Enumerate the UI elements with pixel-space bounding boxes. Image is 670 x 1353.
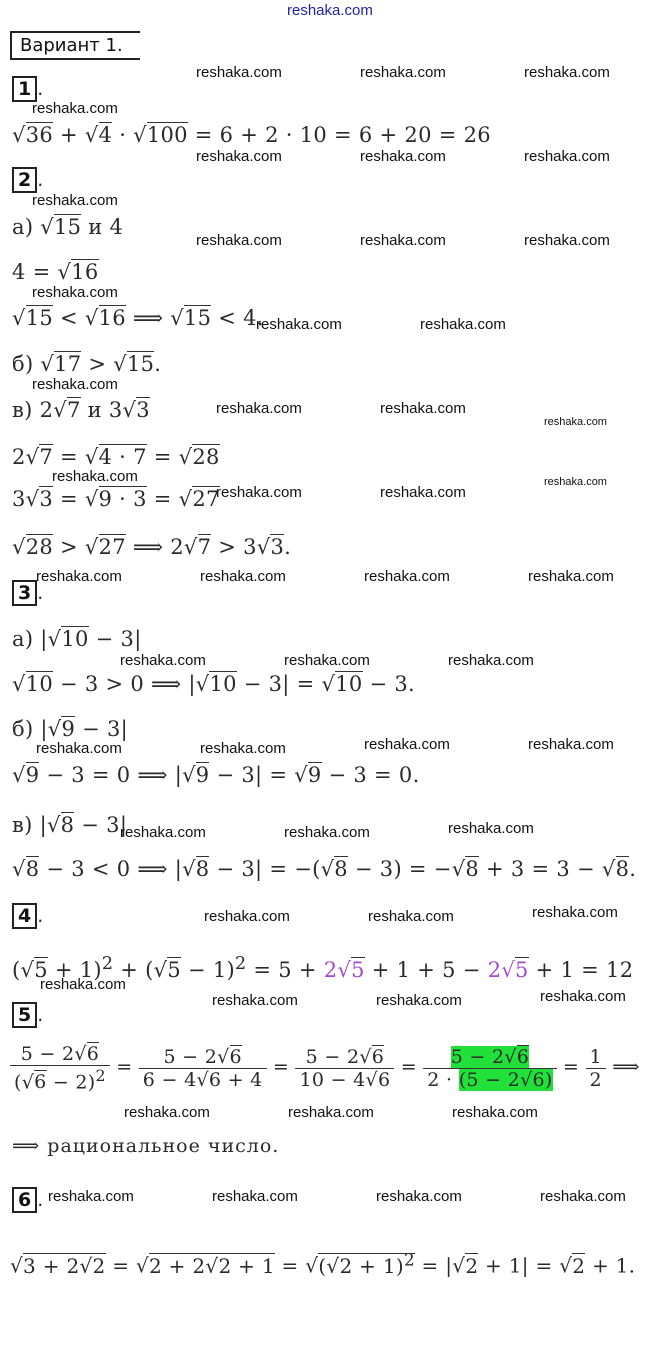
watermark-text: reshaka.com (524, 64, 610, 81)
watermark-text: reshaka.com (196, 64, 282, 81)
watermark-text: reshaka.com (32, 284, 118, 301)
task-number: 2 (12, 167, 37, 193)
watermark-text: reshaka.com (204, 908, 290, 925)
task-number: 3 (12, 580, 37, 606)
watermark-text: reshaka.com (36, 740, 122, 757)
task-4-header: 4 . (12, 903, 43, 929)
task-3a-result: √10 − 3 > 0 ⟹ |√10 − 3| = √10 − 3. (12, 672, 416, 696)
watermark-text: reshaka.com (256, 316, 342, 333)
task-2b-result: б) √17 > √15. (12, 352, 162, 376)
task-2-header: 2 . (12, 167, 43, 193)
watermark-text: reshaka.com (212, 992, 298, 1009)
task-2a-step: 4 = √16 (12, 260, 99, 284)
watermark-text: reshaka.com (364, 568, 450, 585)
watermark-text: reshaka.com (524, 232, 610, 249)
task-2c-result: √28 > √27 ⟹ 2√7 > 3√3. (12, 535, 292, 559)
task-3c-statement: в) |√8 − 3| (12, 813, 128, 837)
task-2a-result: √15 < √16 ⟹ √15 < 4. (12, 306, 264, 330)
fraction-1: $\frac{5 - 2√6}{(√6 - 2)^2}$ (10, 1043, 110, 1093)
watermark-text: reshaka.com (216, 484, 302, 501)
task-number: 1 (12, 76, 37, 102)
watermark-text: reshaka.com (540, 988, 626, 1005)
watermark-text: reshaka.com (448, 820, 534, 837)
watermark-text: reshaka.com (380, 484, 466, 501)
watermark-text: reshaka.com (540, 1188, 626, 1205)
fraction-2: $\frac{5 - 2√6}{6 - 4√6 + 4}$ (139, 1046, 267, 1091)
task-2a-statement: а) √15 и 4 (12, 215, 124, 239)
task-number: 5 (12, 1002, 37, 1028)
task-5-solution: $\frac{5 - 2√6}{(√6 - 2)^2}$ = $\frac{5 - 2√6}{6 - 4√6 + 4}$ = $\frac{5 - 2√6}{10 - 4√6}$ = $\frac{5 - 2√6}{2 \cdot (5 - 2√6)}$ = $\frac{1}{2}$ ⟹ (10, 1043, 640, 1093)
task-2c-step1: 2√7 = √4 · 7 = √28 (12, 445, 220, 469)
watermark-text: reshaka.com (368, 908, 454, 925)
task-number: 4 (12, 903, 37, 929)
watermark-text: reshaka.com (288, 1104, 374, 1121)
watermark-text: reshaka.com (120, 824, 206, 841)
watermark-text: reshaka.com (376, 1188, 462, 1205)
task-3-header: 3 . (12, 580, 43, 606)
task-6-header: 6 . (12, 1187, 43, 1213)
watermark-text: reshaka.com (32, 376, 118, 393)
task-1-solution: √36 + √4 · √100 = 6 + 2 · 10 = 6 + 20 = 26 (12, 123, 491, 147)
watermark-text: reshaka.com (120, 652, 206, 669)
watermark-text: reshaka.com (528, 568, 614, 585)
site-link[interactable]: reshaka.com (287, 2, 373, 19)
fraction-3: $\frac{5 - 2√6}{10 - 4√6}$ (295, 1046, 394, 1091)
watermark-text: reshaka.com (448, 652, 534, 669)
task-3c-result: √8 − 3 < 0 ⟹ |√8 − 3| = −(√8 − 3) = −√8 + 3 = 3 − √8. (12, 857, 637, 881)
watermark-text: reshaka.com (532, 904, 618, 921)
watermark-text: reshaka.com (52, 468, 138, 485)
watermark-text: reshaka.com (200, 740, 286, 757)
watermark-text: reshaka.com (544, 476, 607, 488)
task-2c-statement: в) 2√7 и 3√3 (12, 398, 150, 422)
task-2c-step2: 3√3 = √9 · 3 = √27 (12, 487, 220, 511)
watermark-text: reshaka.com (216, 400, 302, 417)
watermark-text: reshaka.com (524, 148, 610, 165)
watermark-text: reshaka.com (360, 148, 446, 165)
watermark-text: reshaka.com (48, 1188, 134, 1205)
watermark-text: reshaka.com (544, 416, 607, 428)
watermark-text: reshaka.com (196, 148, 282, 165)
watermark-text: reshaka.com (284, 652, 370, 669)
task-5-conclusion: ⟹ рациональное число. (12, 1135, 280, 1157)
task-5-header: 5 . (12, 1002, 43, 1028)
watermark-text: reshaka.com (360, 232, 446, 249)
watermark-text: reshaka.com (196, 232, 282, 249)
watermark-text: reshaka.com (364, 736, 450, 753)
watermark-text: reshaka.com (200, 568, 286, 585)
watermark-text: reshaka.com (528, 736, 614, 753)
watermark-text: reshaka.com (32, 100, 118, 117)
watermark-text: reshaka.com (212, 1188, 298, 1205)
watermark-text: reshaka.com (376, 992, 462, 1009)
task-3a-statement: а) |√10 − 3| (12, 627, 142, 651)
watermark-text: reshaka.com (380, 400, 466, 417)
watermark-text: reshaka.com (284, 824, 370, 841)
fraction-4: $\frac{5 - 2√6}{2 \cdot (5 - 2√6)}$ (423, 1046, 556, 1091)
fraction-5: $\frac{1}{2}$ (586, 1046, 606, 1091)
task-3b-statement: б) |√9 − 3| (12, 717, 129, 741)
task-6-solution: $√3 + 2√2 = √2 + 2√2 + 1 = √(√2 + 1)^2 = |√2 + 1| = √2 + 1$. (10, 1250, 636, 1278)
task-4-solution: $(√5 + 1)^2 + (√5 - 1)^2 = 5 + 2√5 + 1 + 5 - 2√5 + 1 = 12$ (12, 954, 634, 982)
watermark-text: reshaka.com (452, 1104, 538, 1121)
watermark-text: reshaka.com (360, 64, 446, 81)
task-3b-result: √9 − 3 = 0 ⟹ |√9 − 3| = √9 − 3 = 0. (12, 763, 420, 787)
task-1-header: 1 . (12, 76, 43, 102)
task-number: 6 (12, 1187, 37, 1213)
variant-title: Вариант 1. (10, 31, 140, 60)
watermark-text: reshaka.com (32, 192, 118, 209)
watermark-text: reshaka.com (40, 976, 126, 993)
watermark-text: reshaka.com (36, 568, 122, 585)
watermark-text: reshaka.com (124, 1104, 210, 1121)
watermark-text: reshaka.com (420, 316, 506, 333)
